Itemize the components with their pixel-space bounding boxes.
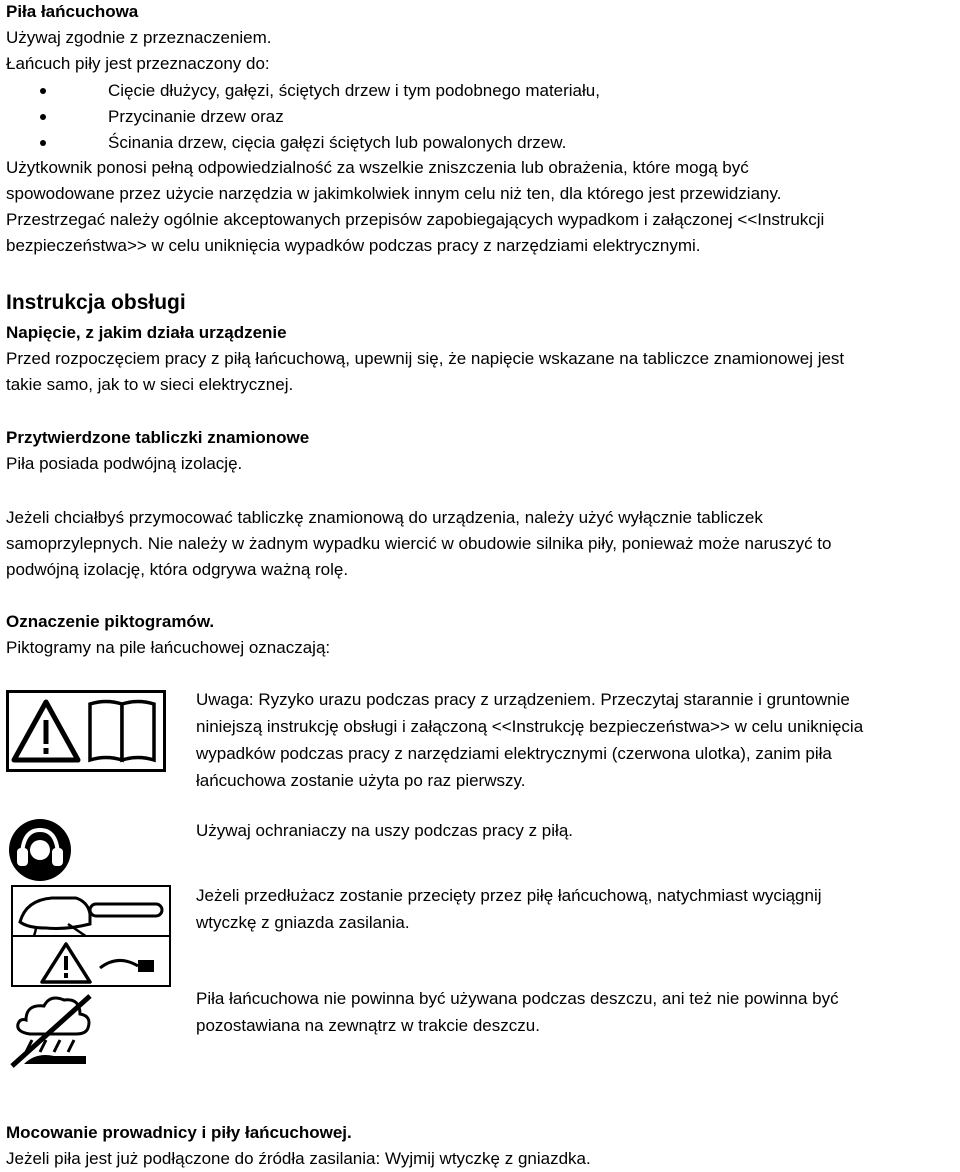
responsibility-line: Przestrzegać należy ogólnie akceptowanych przepisów zapobiegających wypadkom i załączonej <<Instrukcji	[6, 210, 825, 229]
plate-line: Jeżeli chciałbyś przymocować tabliczkę znamionową do urządzenia, należy użyć wyłącznie tabliczek	[6, 508, 763, 527]
section-title-instructions: Instrukcja obsługi	[6, 291, 186, 314]
bullet-icon	[40, 140, 46, 146]
subheading-rating-plates: Przytwierdzone tabliczki znamionowe	[6, 428, 310, 447]
no-rain-text-line: Piła łańcuchowa nie powinna być używana podczas deszczu, ani też nie powinna być	[196, 989, 839, 1008]
responsibility-line: spowodowane przez użycie narzędzia w jakimkolwiek innym celu niż ten, dla którego jest przewidziany.	[6, 184, 782, 203]
subheading-pictograms: Oznaczenie piktogramów.	[6, 612, 215, 631]
pictograms-intro: Piktogramy na pile łańcuchowej oznaczają:	[6, 638, 331, 657]
subheading-voltage: Napięcie, z jakim działa urządzenie	[6, 323, 287, 342]
subheading-guide-bar: Mocowanie prowadnicy i piły łańcuchowej.	[6, 1123, 352, 1142]
plate-line: podwójną izolację, która odgrywa ważną rolę.	[6, 560, 349, 579]
no-rain-icon	[6, 990, 96, 1072]
no-rain-text-line: pozostawiana na zewnątrz w trakcie deszczu.	[196, 1016, 540, 1035]
warning-text-line: łańcuchowa zostanie użyta po raz pierwszy.	[196, 771, 526, 790]
responsibility-line: Użytkownik ponosi pełną odpowiedzialność za wszelkie zniszczenia lub obrażenia, które mogą być	[6, 158, 749, 177]
purpose-line: Łańcuch piły jest przeznaczony do:	[6, 54, 270, 73]
voltage-line: takie samo, jak to w sieci elektrycznej.	[6, 375, 294, 394]
cable-cut-warning-icon	[6, 884, 176, 988]
cable-cut-text-line: wtyczkę z gniazda zasilania.	[196, 913, 410, 932]
warning-text-line: Uwaga: Ryzyko urazu podczas pracy z urządzeniem. Przeczytaj starannie i gruntownie	[196, 690, 850, 709]
responsibility-line: bezpieczeństwa>> w celu uniknięcia wypadków podczas pracy z narzędziami elektrycznymi.	[6, 236, 701, 255]
section-title-chainsaw: Piła łańcuchowa	[6, 2, 139, 21]
warning-text-line: niniejszą instrukcję obsługi i załączoną <<Instrukcję bezpieczeństwa>> w celu uniknięcia	[196, 717, 864, 736]
voltage-line: Przed rozpoczęciem pracy z piłą łańcuchową, upewnij się, że napięcie wskazane na tabliczce znamionowej jest	[6, 349, 845, 368]
unplug-line: Jeżeli piła jest już podłączone do źródła zasilania: Wyjmij wtyczkę z gniazdka.	[6, 1149, 591, 1168]
ear-protection-icon	[8, 818, 72, 882]
plate-line: samoprzylepnych. Nie należy w żadnym wypadku wiercić w obudowie silnika piły, ponieważ może naruszyć to	[6, 534, 832, 553]
bullet-icon	[40, 114, 46, 120]
intended-use-line: Używaj zgodnie z przeznaczeniem.	[6, 28, 272, 47]
cable-cut-text-line: Jeżeli przedłużacz zostanie przecięty przez piłę łańcuchową, natychmiast wyciągnij	[196, 886, 822, 905]
warning-text-line: wypadków podczas pracy z narzędziami elektrycznymi (czerwona ulotka), zanim piła	[196, 744, 832, 763]
ear-protection-text: Używaj ochraniaczy na uszy podczas pracy z piłą.	[196, 821, 573, 840]
insulation-line: Piła posiada podwójną izolację.	[6, 454, 243, 473]
warning-manual-icon	[6, 690, 166, 772]
bullet-icon	[40, 88, 46, 94]
